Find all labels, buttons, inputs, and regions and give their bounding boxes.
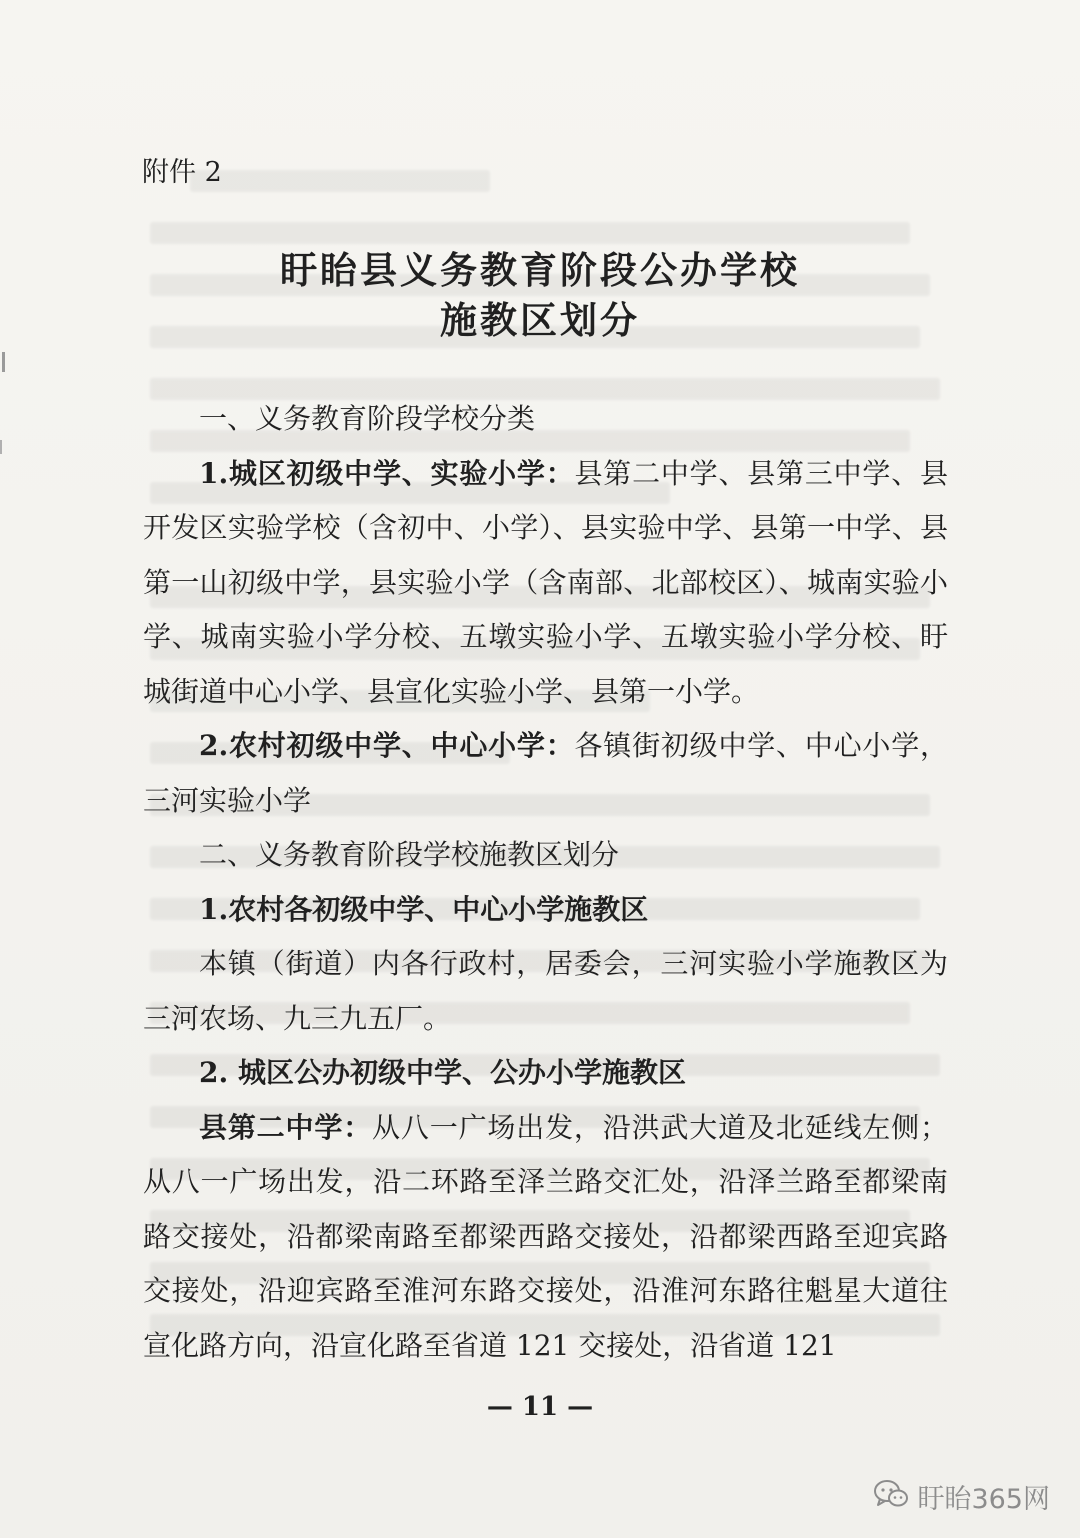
paragraph: [143, 1046, 948, 1101]
paragraph: [143, 719, 948, 828]
paragraph-heading: 县第二中学：: [199, 1110, 373, 1144]
scan-edge-mark: [0, 440, 2, 454]
paragraph-text: 从八一广场出发，沿洪武大道及北延线左侧；从八一广场出发，沿二环路至泽兰路交汇处，沿泽兰路至都梁南路交接处，沿都梁南路至都梁西路交接处，沿都梁西路至迎宾路交接处，沿迎宾路至淮河东路交接处，沿淮河东路往魁星大道往宣化路方向，沿宣化路至省道 121 交接处，沿省道 121: [143, 1110, 948, 1362]
attachment-label: 附件 2: [142, 157, 222, 188]
paragraph-text: 一、义务教育阶段学校分类: [199, 402, 536, 435]
paragraph: [143, 883, 948, 938]
document-title-line-2: 施教区划分: [440, 298, 640, 342]
paragraph-text: 县第二中学、县第三中学、县开发区实验学校（含初中、小学）、县实验中学、县第一中学、县第一山初级中学，县实验小学（含南部、北部校区）、城南实验小学、城南实验小学分校、五墩实验小学、五墩实验小学分校、盱城街道中心小学、县宣化实验小学、县第一小学。: [143, 456, 948, 708]
paragraph-heading: 2.农村初级中学、中心小学：: [199, 729, 575, 762]
paragraph-heading: 1.农村各初级中学、中心小学施教区: [199, 892, 649, 926]
paragraph-text: 二、义务教育阶段学校施教区划分: [199, 838, 620, 871]
paragraph: [143, 1101, 948, 1374]
watermark-text: 盱眙365网: [917, 1483, 1050, 1515]
scan-edge-mark: [2, 352, 5, 372]
paragraph: [143, 828, 948, 883]
document-title-line-1: 盱眙县义务教育阶段公办学校: [280, 248, 800, 292]
page-number: — 11 —: [486, 1392, 594, 1422]
paragraph: [143, 937, 948, 1046]
wechat-icon: [873, 1478, 909, 1514]
paragraph-heading: 1.城区初级中学、实验小学：: [199, 456, 575, 490]
watermark: [873, 1476, 1050, 1516]
paragraph-text: 本镇（街道）内各行政村，居委会，三河实验小学施教区为三河农场、九三九五厂。: [143, 947, 948, 1035]
paragraph: [143, 392, 948, 447]
paragraph: [143, 447, 948, 720]
document-body: [143, 392, 948, 1373]
paragraph-heading: 2. 城区公办初级中学、公办小学施教区: [199, 1056, 686, 1089]
paragraph-text: 各镇街初级中学、中心小学，三河实验小学: [143, 729, 948, 817]
